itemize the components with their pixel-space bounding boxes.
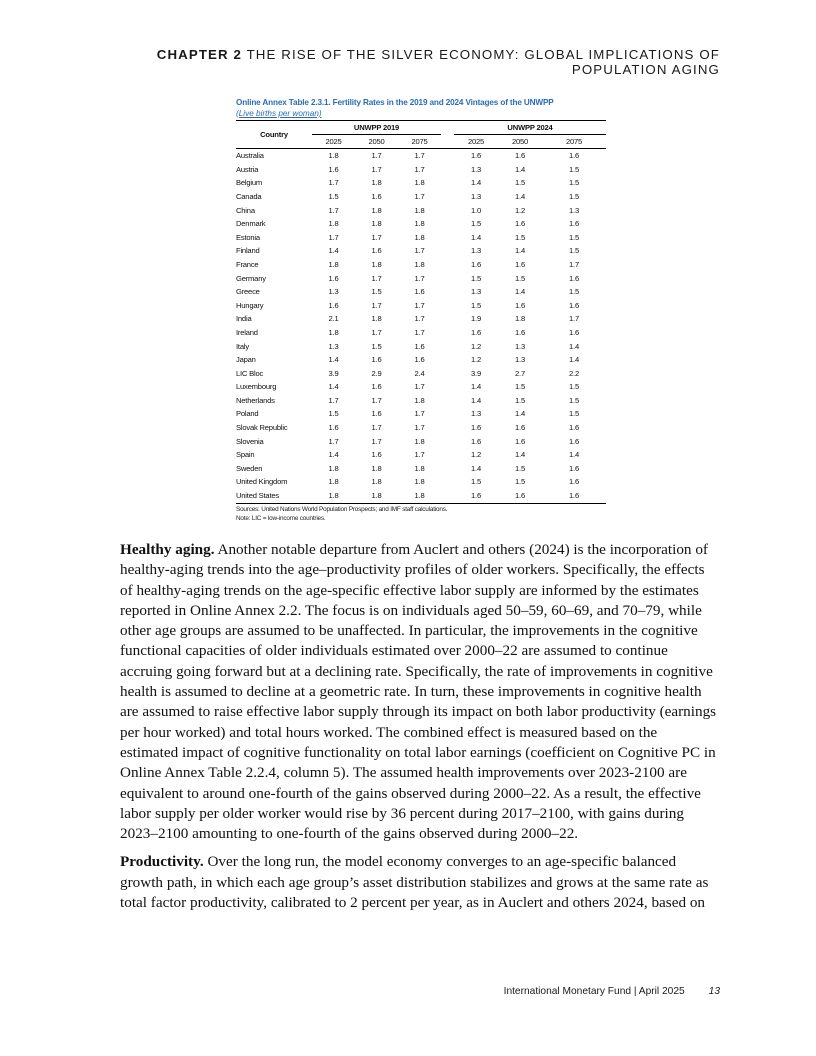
- fertility-value: 1.8: [312, 489, 355, 503]
- gap-cell: [441, 353, 454, 367]
- paragraph-healthy-aging: [120, 540, 718, 844]
- fertility-value: 1.6: [371, 246, 382, 256]
- fertility-value: 1.7: [371, 151, 382, 161]
- fertility-value: 2.4: [414, 368, 425, 378]
- fertility-value: 1.8: [328, 463, 339, 473]
- fertility-value: 1.8: [414, 395, 425, 405]
- fertility-value: 1.5: [569, 178, 579, 188]
- country-cell: Spain: [236, 450, 255, 460]
- country-cell: Poland: [236, 409, 259, 419]
- fertility-value: 1.8: [355, 489, 398, 503]
- table-row: [236, 176, 606, 190]
- page-footer: [420, 986, 720, 997]
- fertility-value: 1.7: [328, 395, 339, 405]
- fertility-value: 1.6: [371, 450, 382, 460]
- fertility-value: 1.5: [569, 382, 579, 392]
- table-row: [236, 258, 606, 272]
- country-cell: Netherlands: [236, 395, 275, 405]
- fertility-value: 1.4: [515, 450, 525, 460]
- fertility-value: 1.7: [414, 191, 425, 201]
- fertility-value: 1.8: [371, 463, 382, 473]
- fertility-value: 1.3: [471, 246, 481, 256]
- fertility-value: 1.5: [371, 287, 382, 297]
- gap-cell: [441, 462, 454, 476]
- fertility-value: 1.6: [471, 259, 481, 269]
- fertility-value: 1.4: [328, 355, 339, 365]
- fertility-value: 1.6: [569, 300, 579, 310]
- table-row: [236, 340, 606, 354]
- gap-cell: [441, 367, 454, 381]
- fertility-value: 1.4: [515, 191, 525, 201]
- fertility-value: 1.7: [371, 300, 382, 310]
- table-row: [236, 448, 606, 462]
- fertility-value: 1.8: [328, 477, 339, 487]
- fertility-value: 1.6: [569, 219, 579, 229]
- table-sources: Sources: United Nations World Population Prospects; and IMF staff calculations.: [236, 505, 448, 513]
- fertility-value: 1.6: [569, 273, 579, 283]
- fertility-value: 1.6: [515, 327, 525, 337]
- country-cell: Belgium: [236, 178, 263, 188]
- gap-cell: [441, 475, 454, 489]
- gap-cell: [441, 244, 454, 258]
- gap-cell: [441, 394, 454, 408]
- table-row: [236, 407, 606, 421]
- fertility-value: 1.6: [515, 259, 525, 269]
- fertility-value: 1.6: [569, 436, 579, 446]
- fertility-value: 1.8: [414, 463, 425, 473]
- fertility-value: 1.4: [569, 355, 579, 365]
- table-units: (Live births per woman): [236, 109, 322, 118]
- unwpp-2024-header: UNWPP 2024: [454, 121, 606, 135]
- fertility-value: 1.8: [328, 151, 339, 161]
- gap-cell: [441, 163, 454, 177]
- fertility-value: 1.4: [328, 450, 339, 460]
- fertility-value: 1.5: [569, 232, 579, 242]
- fertility-value: 1.5: [515, 395, 525, 405]
- fertility-value: 1.7: [371, 164, 382, 174]
- gap-cell: [441, 326, 454, 340]
- fertility-value: 1.6: [371, 409, 382, 419]
- country-cell: Luxembourg: [236, 382, 277, 392]
- fertility-value: 1.6: [471, 151, 481, 161]
- fertility-value: 1.8: [371, 219, 382, 229]
- fertility-value: 1.6: [371, 382, 382, 392]
- fertility-value: 1.8: [414, 477, 425, 487]
- fertility-value: 1.3: [515, 341, 525, 351]
- chapter-title-line-2: POPULATION AGING: [571, 62, 720, 77]
- fertility-value: 3.9: [471, 368, 481, 378]
- fertility-value: 1.4: [515, 164, 525, 174]
- fertility-value: 1.2: [515, 205, 525, 215]
- table-row: [236, 380, 606, 394]
- fertility-value: 1.7: [328, 232, 339, 242]
- table-title: Online Annex Table 2.3.1. Fertility Rates in the 2019 and 2024 Vintages of the UNWPP: [236, 98, 554, 107]
- fertility-value: 1.5: [515, 232, 525, 242]
- table-row: [236, 285, 606, 299]
- fertility-value: 1.5: [569, 409, 579, 419]
- country-cell: Finland: [236, 246, 260, 256]
- country-cell: Canada: [236, 191, 262, 201]
- fertility-value: 1.8: [414, 436, 425, 446]
- fertility-value: 1.5: [569, 395, 579, 405]
- year-header: 2050: [498, 135, 542, 149]
- table-row: [236, 394, 606, 408]
- fertility-value: 1.8: [414, 259, 425, 269]
- fertility-value: 1.3: [471, 164, 481, 174]
- year-header: 2025: [454, 135, 498, 149]
- fertility-value: 1.8: [371, 178, 382, 188]
- gap-cell: [441, 258, 454, 272]
- gap-cell: [441, 190, 454, 204]
- fertility-value: 1.8: [414, 232, 425, 242]
- gap-cell: [441, 204, 454, 218]
- fertility-value: 1.5: [569, 287, 579, 297]
- gap-cell: [441, 272, 454, 286]
- fertility-value: 1.7: [414, 164, 425, 174]
- table-row: [236, 353, 606, 367]
- country-cell: Germany: [236, 273, 266, 283]
- fertility-value: 1.5: [515, 477, 525, 487]
- header-line-1: [100, 47, 720, 62]
- fertility-value: 1.5: [471, 477, 481, 487]
- fertility-value: 1.8: [371, 477, 382, 487]
- table-row: [236, 204, 606, 218]
- table-note: Note: LIC = low-income countries.: [236, 514, 326, 522]
- fertility-value: 1.7: [328, 205, 339, 215]
- fertility-value: 1.8: [328, 219, 339, 229]
- fertility-value: 1.3: [515, 355, 525, 365]
- gap-cell: [441, 231, 454, 245]
- fertility-value: 1.6: [328, 164, 339, 174]
- year-header: 2075: [542, 135, 606, 149]
- fertility-value: 1.7: [371, 423, 382, 433]
- year-header: 2025: [312, 135, 355, 149]
- fertility-value: 1.6: [414, 287, 425, 297]
- chapter-label: CHAPTER 2: [156, 47, 243, 62]
- fertility-value: 1.6: [328, 423, 339, 433]
- page-number: 13: [708, 986, 720, 997]
- fertility-value: 1.7: [414, 423, 425, 433]
- table-row: [236, 272, 606, 286]
- fertility-value: 1.5: [515, 382, 525, 392]
- fertility-value: 1.5: [515, 273, 525, 283]
- fertility-value: 1.3: [569, 205, 579, 215]
- fertility-value: 1.7: [414, 300, 425, 310]
- fertility-value: 1.6: [515, 423, 525, 433]
- paragraph-text: Over the long run, the model economy converges to an age-specific balanced growth path, in which each age group’s asset distribution stabilizes and grows at the same rate as total factor productivity, calibrated to 2 percent per year, as in Auclert and others 2024, based on: [120, 853, 709, 912]
- gap-cell: [441, 380, 454, 394]
- fertility-value: 1.6: [515, 436, 525, 446]
- fertility-value: 1.6: [371, 355, 382, 365]
- country-cell: Denmark: [236, 219, 266, 229]
- fertility-value: 1.5: [471, 219, 481, 229]
- fertility-value: 1.4: [515, 246, 525, 256]
- fertility-value: 1.6: [414, 341, 425, 351]
- table-row: [236, 421, 606, 435]
- fertility-value: 1.4: [471, 382, 481, 392]
- fertility-value: 1.4: [471, 178, 481, 188]
- fertility-value: 1.8: [414, 205, 425, 215]
- fertility-value: 1.8: [328, 327, 339, 337]
- fertility-value: 1.0: [471, 205, 481, 215]
- gap-cell: [441, 407, 454, 421]
- fertility-value: 1.7: [328, 178, 339, 188]
- fertility-value: 1.5: [328, 409, 339, 419]
- fertility-value: 1.4: [471, 232, 481, 242]
- fertility-value: 1.4: [328, 382, 339, 392]
- country-cell: Japan: [236, 355, 256, 365]
- gap-cell: [441, 217, 454, 231]
- fertility-value: 1.8: [398, 489, 441, 503]
- gap-cell: [441, 340, 454, 354]
- gap-cell: [441, 299, 454, 313]
- fertility-value: 1.4: [515, 287, 525, 297]
- country-cell: Slovak Republic: [236, 423, 288, 433]
- country-cell: France: [236, 259, 259, 269]
- fertility-value: 1.7: [371, 436, 382, 446]
- gap-cell: [441, 435, 454, 449]
- country-cell: United Kingdom: [236, 477, 288, 487]
- gap-cell: [441, 285, 454, 299]
- table-row: [236, 367, 606, 381]
- fertility-value: 1.7: [569, 259, 579, 269]
- fertility-value: 1.9: [471, 314, 481, 324]
- fertility-value: 1.4: [471, 395, 481, 405]
- country-cell: Greece: [236, 287, 260, 297]
- paragraph-lead: Productivity.: [120, 853, 204, 871]
- fertility-value: 1.6: [328, 273, 339, 283]
- fertility-value: 1.6: [498, 489, 542, 503]
- country-cell: China: [236, 205, 255, 215]
- fertility-value: 1.7: [371, 232, 382, 242]
- table-row: [236, 312, 606, 326]
- fertility-value: 1.6: [542, 489, 606, 503]
- fertility-value: 1.7: [414, 327, 425, 337]
- fertility-value: 3.9: [328, 368, 339, 378]
- fertility-value: 1.6: [471, 327, 481, 337]
- fertility-value: 1.6: [569, 327, 579, 337]
- fertility-value: 2.7: [515, 368, 525, 378]
- table-row: [236, 217, 606, 231]
- country-cell: Ireland: [236, 327, 258, 337]
- fertility-value: 1.7: [569, 314, 579, 324]
- fertility-value: 1.7: [328, 436, 339, 446]
- body-text: [120, 540, 718, 921]
- fertility-value: 1.4: [569, 450, 579, 460]
- fertility-value: 1.5: [515, 463, 525, 473]
- country-cell: Austria: [236, 164, 259, 174]
- fertility-value: 1.6: [515, 151, 525, 161]
- table-row: [236, 435, 606, 449]
- fertility-value: 1.6: [569, 151, 579, 161]
- table-row: [236, 190, 606, 204]
- chapter-title-line-1: THE RISE OF THE SILVER ECONOMY: GLOBAL IMPLICATIONS OF: [246, 47, 720, 62]
- country-cell: United States: [236, 489, 312, 503]
- fertility-value: 1.4: [569, 341, 579, 351]
- fertility-value: 1.8: [414, 178, 425, 188]
- table-body: [236, 149, 606, 503]
- fertility-value: 1.7: [414, 246, 425, 256]
- annex-table: [236, 97, 606, 524]
- gap-cell: [441, 312, 454, 326]
- fertility-value: 1.6: [515, 219, 525, 229]
- fertility-value: 1.4: [515, 409, 525, 419]
- table-row: [236, 326, 606, 340]
- fertility-value: 1.7: [414, 151, 425, 161]
- year-header: 2075: [398, 135, 441, 149]
- fertility-value: 1.3: [471, 191, 481, 201]
- country-cell: Hungary: [236, 300, 264, 310]
- fertility-value: 1.8: [328, 259, 339, 269]
- fertility-value: 1.6: [328, 300, 339, 310]
- gap-cell: [441, 176, 454, 190]
- country-cell: Slovenia: [236, 436, 264, 446]
- fertility-value: 1.8: [371, 205, 382, 215]
- fertility-value: 1.8: [515, 314, 525, 324]
- gap-cell: [441, 489, 454, 503]
- fertility-value: 1.3: [328, 287, 339, 297]
- header-gap: [441, 121, 454, 135]
- fertility-table: [236, 120, 606, 504]
- country-column-header: Country: [236, 121, 312, 149]
- table-row: [236, 163, 606, 177]
- fertility-value: 1.5: [371, 341, 382, 351]
- fertility-value: 1.7: [371, 327, 382, 337]
- fertility-value: 1.7: [414, 314, 425, 324]
- table-row: [236, 149, 606, 163]
- fertility-value: 1.6: [371, 191, 382, 201]
- fertility-value: 1.6: [569, 423, 579, 433]
- fertility-value: 1.2: [471, 355, 481, 365]
- fertility-value: 1.5: [328, 191, 339, 201]
- fertility-value: 1.6: [471, 436, 481, 446]
- fertility-value: 1.5: [471, 300, 481, 310]
- fertility-value: 1.5: [569, 164, 579, 174]
- footer-publisher: International Monetary Fund | April 2025: [503, 986, 685, 997]
- fertility-value: 1.3: [471, 409, 481, 419]
- fertility-value: 1.5: [515, 178, 525, 188]
- table-row: [236, 244, 606, 258]
- fertility-value: 1.8: [371, 314, 382, 324]
- table-row: [236, 475, 606, 489]
- table-row: [236, 299, 606, 313]
- fertility-value: 1.7: [414, 382, 425, 392]
- fertility-value: 1.6: [454, 489, 498, 503]
- country-cell: Estonia: [236, 232, 260, 242]
- paragraph-text: Another notable departure from Auclert and others (2024) is the incorporation of healthy-aging trends into the age–productivity profiles of older workers. Specifically, the effects of healthy-aging trends on the age-specific effective labor supply are informed by the estimates reported in Online Annex 2.2. The focus is on individuals aged 50–59, 60–69, and 70–79, while other age groups are assumed to be unaffected. In particular, the improvements in the cognitive functional capacities of older individuals estimated over 2000–22 are assumed to continue accruing going forward but at a declining rate. Specifically, the rate of improvements in cognitive health is assumed to decline at a geometric rate. In turn, these improvements in cognitive health are assumed to raise effective labor supply through its impact on both labor productivity (earnings per hour worked) and total hours worked. The combined effect is measured based on the estimated impact of cognitive functionality on total labor earnings (coefficient on Cognitive PC in Online Annex Table 2.2.4, column 5). The assumed health improvements over 2023-2100 are equivalent to around one-fourth of the gains observed during 2000–22. As a result, the effective labor supply per older worker would rise by 36 percent during 2017–2100, with gains during 2023–2100 amounting to one-fourth of the gains observed during 2000–22.: [120, 541, 717, 843]
- fertility-value: 1.3: [328, 341, 339, 351]
- year-header: 2050: [355, 135, 398, 149]
- fertility-value: 1.3: [471, 287, 481, 297]
- fertility-value: 1.5: [569, 191, 579, 201]
- country-cell: Italy: [236, 341, 249, 351]
- gap-cell: [441, 421, 454, 435]
- country-cell: Sweden: [236, 463, 263, 473]
- fertility-value: 1.8: [371, 259, 382, 269]
- table-row: [236, 462, 606, 476]
- fertility-value: 1.6: [569, 477, 579, 487]
- fertility-value: 1.7: [414, 450, 425, 460]
- fertility-value: 1.2: [471, 450, 481, 460]
- gap-cell: [441, 448, 454, 462]
- fertility-value: 1.7: [371, 395, 382, 405]
- running-header: [100, 47, 720, 77]
- paragraph-lead: Healthy aging.: [120, 541, 215, 558]
- fertility-value: 1.4: [328, 246, 339, 256]
- fertility-value: 1.6: [515, 300, 525, 310]
- fertility-value: 1.6: [569, 463, 579, 473]
- fertility-value: 2.2: [569, 368, 579, 378]
- gap-cell: [441, 149, 454, 163]
- unwpp-2019-header: UNWPP 2019: [312, 121, 441, 135]
- fertility-value: 2.9: [371, 368, 382, 378]
- country-cell: Australia: [236, 151, 264, 161]
- fertility-value: 1.4: [471, 463, 481, 473]
- table-row: [236, 231, 606, 245]
- country-cell: LIC Bloc: [236, 368, 264, 378]
- fertility-value: 1.5: [569, 246, 579, 256]
- fertility-value: 1.6: [414, 355, 425, 365]
- fertility-value: 1.2: [471, 341, 481, 351]
- fertility-value: 1.7: [414, 409, 425, 419]
- table-notes: [236, 505, 606, 524]
- fertility-value: 1.8: [414, 219, 425, 229]
- fertility-value: 1.7: [414, 273, 425, 283]
- table-row: [236, 489, 606, 503]
- fertility-value: 2.1: [328, 314, 339, 324]
- paragraph-productivity: [120, 852, 718, 913]
- fertility-value: 1.6: [471, 423, 481, 433]
- country-cell: India: [236, 314, 252, 324]
- header-gap: [441, 135, 454, 149]
- fertility-value: 1.5: [471, 273, 481, 283]
- fertility-value: 1.7: [371, 273, 382, 283]
